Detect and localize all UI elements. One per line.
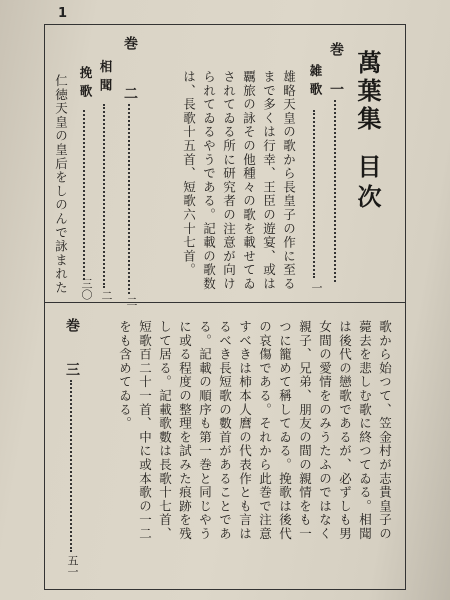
category-zoka-dot-leader [313,110,315,278]
lower-desc-line-14: をも含めてゐる。 [117,320,133,431]
category-somon: 相聞 [98,60,113,97]
volume-3-label: 巻 [64,318,80,338]
lower-desc-line-11: に或る程度の整理を試みた痕跡を残 [177,320,193,541]
lower-desc-line-6: つに籠めて稱してゐる。挽歌は後代 [277,320,293,541]
volume-2-dot-leader [128,104,130,294]
lower-desc-line-12: して居る。記載歌數は長歌十七首、 [157,320,173,541]
volume-3-page: 五一 [66,555,79,577]
lower-desc-line-10: る。記載の順序も第一巻と同じやう [197,320,213,541]
volume-2-page: 二 [125,296,138,307]
upper-bottom-line: 仁徳天皇の皇后をしのんで詠まれた [53,74,69,295]
lower-desc-line-2: 薨去を悲しむ歌に終つてゐる。相聞 [357,320,373,541]
lower-desc-line-9: るべき長短歌の數首があることであ [217,320,233,541]
lower-desc-line-4: 女間の愛情をのみうたふのではなく [317,320,333,541]
section-divider [44,302,406,303]
volume-1-dot-leader [334,100,336,282]
upper-desc-line-2: まで多くは行幸、王臣の遊宴、或は [261,70,277,291]
volume-2-label: 巻 [122,36,138,56]
title-sub: 目次 [353,154,382,214]
category-zoka: 雑歌 [308,64,323,101]
volume-3-number: 三 [64,362,80,377]
category-somon-dot-leader [103,104,105,288]
lower-desc-line-13: 短歌百二十一首、中に或本歌の一二 [137,320,153,541]
lower-desc-line-7: の哀傷である。それから此巻で注意 [257,320,273,541]
upper-desc-line-4: されてゐる所に研究者の注意が向け [221,70,237,291]
lower-desc-line-1: 歌から始つて、笠金村が志貴皇子の [377,320,393,541]
upper-desc-line-1: 雄略天皇の歌から長皇子の作に至る [281,70,297,291]
upper-desc-line-5: られてゐるやうである。記載の歌数 [201,70,217,291]
category-banka-dot-leader [83,110,85,280]
upper-desc-line-6: は、長歌十五首、短歌六十七首。 [181,70,197,277]
category-somon-page: 二 [100,290,113,301]
category-zoka-page: 一 [310,282,323,293]
volume-2-number: 二 [122,86,138,101]
lower-desc-line-8: すべきは柿本人麿の代表作とも言は [237,320,253,541]
lower-desc-line-5: 親子、兄弟、朋友の間の親情をも一 [297,320,313,541]
title-main: 萬葉集 [353,50,382,134]
page-number: 1 [58,6,68,21]
book-title [350,50,385,214]
category-banka-page: 三〇 [80,278,93,300]
category-banka: 挽歌 [78,66,93,103]
lower-desc-line-3: は後代の戀歌であるが、必ずしも男 [337,320,353,541]
volume-1-number: 一 [328,82,344,97]
volume-1-label: 巻 [328,42,344,62]
upper-desc-line-3: 覊旅の詠その他種々の歌を載せてゐ [241,70,257,291]
volume-3-dot-leader [70,380,72,552]
